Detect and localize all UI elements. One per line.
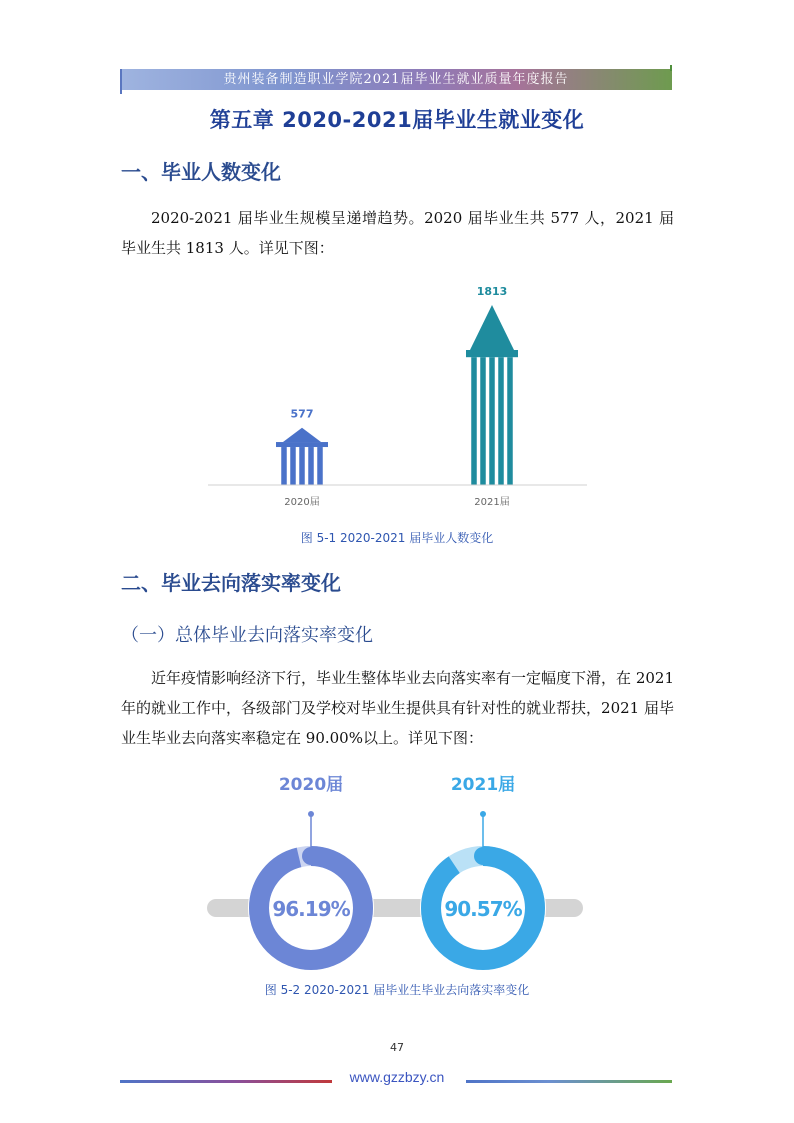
bar-2-capital bbox=[466, 350, 518, 357]
donut-1-pointer-knob bbox=[302, 847, 320, 865]
donut-2 bbox=[420, 775, 546, 971]
section-1-paragraph-text: 2020-2021 届毕业生规模呈递增趋势。2020 届毕业生共 577 人，2021 届毕业生共 1813 人。详见下图： bbox=[121, 209, 674, 257]
report-header-bar bbox=[120, 69, 672, 90]
bar-2 bbox=[466, 305, 518, 485]
bar-2-category-label: 2021届 bbox=[474, 497, 510, 508]
report-header-title: 贵州装备制造职业学院2021届毕业生就业质量年度报告 bbox=[223, 72, 569, 87]
section-2-heading: 二、毕业去向落实率变化 bbox=[121, 571, 341, 595]
figure-5-2-caption: 图 5-2 2020-2021 届毕业生毕业去向落实率变化 bbox=[264, 983, 530, 997]
donut-2-pointer-knob bbox=[474, 847, 492, 865]
section-2-paragraph-text: 近年疫情影响经济下行，毕业生整体毕业去向落实率有一定幅度下滑，在 2021 年的就业工作中，各级部门及学校对毕业生提供具有针对性的就业帮扶，2021 届毕业生毕业去向落实率稳定在 90.00%以上。详见下图： bbox=[121, 669, 674, 747]
figure-5-1-caption: 图 5-1 2020-2021 届毕业人数变化 bbox=[300, 531, 494, 545]
bar-2-roof bbox=[470, 305, 514, 350]
page-number: 47 bbox=[390, 1041, 404, 1054]
bar-1-roof bbox=[283, 428, 321, 442]
donut-2-category-label: 2021届 bbox=[450, 775, 516, 795]
donut-1-pointer-dot bbox=[308, 811, 314, 817]
bar-2-column bbox=[498, 357, 504, 485]
donut-1-value-label: 96.19% bbox=[272, 897, 350, 921]
section-2-paragraph bbox=[121, 663, 674, 753]
chapter-title: 第五章 2020-2021届毕业生就业变化 bbox=[209, 108, 585, 132]
section-1-paragraph bbox=[121, 203, 674, 263]
donut-2-value-label: 90.57% bbox=[444, 897, 522, 921]
footer-website-link[interactable]: www.gzzbzy.cn bbox=[349, 1069, 445, 1085]
bar-2-column bbox=[507, 357, 513, 485]
bar-2-value-label: 1813 bbox=[476, 285, 508, 298]
bar-1-capital bbox=[276, 442, 328, 447]
bar-1-column bbox=[281, 447, 287, 485]
donut-1-category-label: 2020届 bbox=[278, 775, 344, 795]
placement-rate-chart bbox=[200, 762, 600, 972]
donut-2-pointer-dot bbox=[480, 811, 486, 817]
bar-2-column bbox=[489, 357, 495, 485]
bar-2-column bbox=[480, 357, 486, 485]
bar-1-category-label: 2020届 bbox=[284, 497, 320, 508]
section-2-subheading: （一）总体毕业去向落实率变化 bbox=[121, 625, 373, 646]
bar-1-column bbox=[317, 447, 323, 485]
bar-1-column bbox=[290, 447, 296, 485]
section-1-heading: 一、毕业人数变化 bbox=[121, 160, 281, 184]
chart1-marks bbox=[276, 285, 518, 508]
bar-1 bbox=[276, 428, 328, 485]
bar-1-value-label: 577 bbox=[290, 407, 314, 421]
bar-1-column bbox=[299, 447, 305, 485]
bar-2-column bbox=[471, 357, 477, 485]
graduates-count-chart bbox=[200, 280, 600, 515]
bar-1-column bbox=[308, 447, 314, 485]
chart2-marks bbox=[216, 775, 574, 971]
donut-1 bbox=[248, 775, 374, 971]
